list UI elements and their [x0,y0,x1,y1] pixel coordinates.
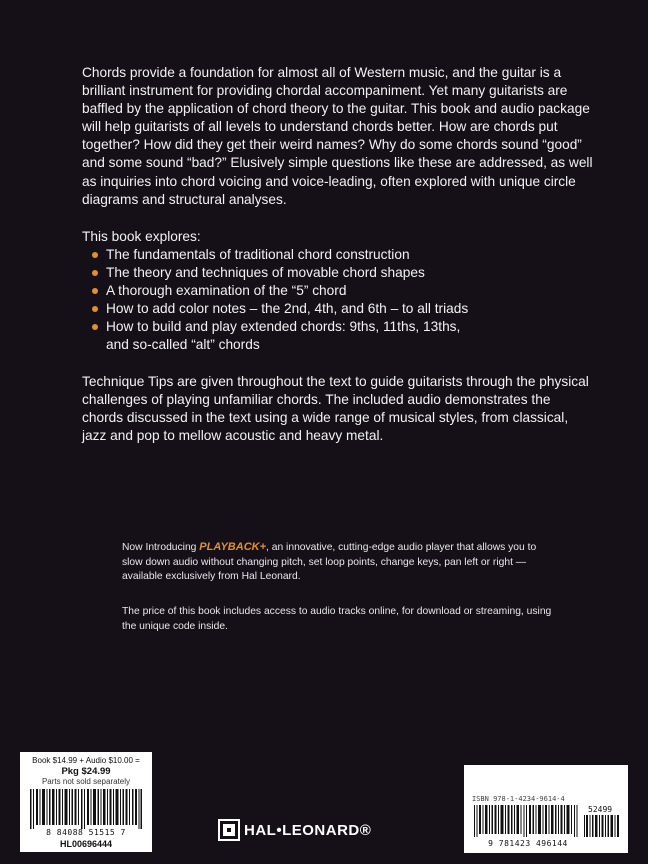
playback-paragraph: Now Introducing PLAYBACK+, an innovative, cutting-edge audio player that allows you to slow down audio without changing pitch, set loop points, change keys, pan left or right — available exclusively from Hal Leonard. [122,541,537,583]
isbn-number: ISBN 978-1-4234-9614-4 [472,795,565,803]
bullet-icon [92,306,98,312]
playback-brand: PLAYBACK+ [199,541,267,553]
price-addon-code: 52499 [588,805,613,814]
list-item: How to add color notes – the 2nd, 4th, and 6th – to all triads [92,300,592,318]
addon-barcode [584,815,620,837]
upc-digits: 8 84088 51515 7 [46,828,126,837]
price-note: The price of this book includes access to audio tracks online, for download or streaming, using the unique code inside. [122,606,552,632]
parts-note: Parts not sold separately [41,777,131,786]
product-code: HL00696444 [59,839,113,849]
isbn-barcode [474,805,578,837]
bullet-icon [92,270,98,276]
isbn-digits: 9 781423 496144 [488,839,568,848]
hal-leonard-logo [218,819,371,841]
intro-paragraph: Chords provide a foundation for almost all of Western music, and the guitar is a brilliant instrument for providing chordal accompaniment. Yet many guitarists are baffled by the application of chord theory to the guitar. This book and audio package will help guitarists of all levels to understand chords better. How are chords put together? How did they get their weird names? Why do some chords sound “good” and some sound “bad?” Elusively simple questions like these are addressed, as well as inquiries into chord voicing and voice-leading, often explored with unique circle diagrams and structural analyses. [82,65,593,207]
package-price: Pkg $24.99 [61,766,111,777]
isbn-box [464,765,628,853]
tips-paragraph: Technique Tips are given throughout the text to guide guitarists through the physical challenges of playing unfamiliar chords. The included audio demonstrates the chords discussed in the text using a wide range of musical styles, from classical, jazz and pop to mellow acoustic and heavy metal. [82,374,589,444]
explores-heading: This book explores: [82,229,201,244]
price-breakdown: Book $14.99 + Audio $10.00 = [32,756,140,765]
list-item: The theory and techniques of movable chord shapes [92,264,592,282]
hal-leonard-logo-icon [218,819,240,841]
price-box [20,752,152,852]
explores-list [92,246,592,354]
list-item: A thorough examination of the “5” chord [92,282,592,300]
bullet-icon [92,288,98,294]
bullet-icon [92,324,98,330]
bullet-icon [92,252,98,258]
list-item: How to build and play extended chords: 9ths, 11ths, 13ths, and so-called “alt” chords [92,318,472,354]
logo-text: HAL•LEONARD® [244,821,372,839]
upc-barcode [30,789,142,829]
list-item: The fundamentals of traditional chord construction [92,246,592,264]
